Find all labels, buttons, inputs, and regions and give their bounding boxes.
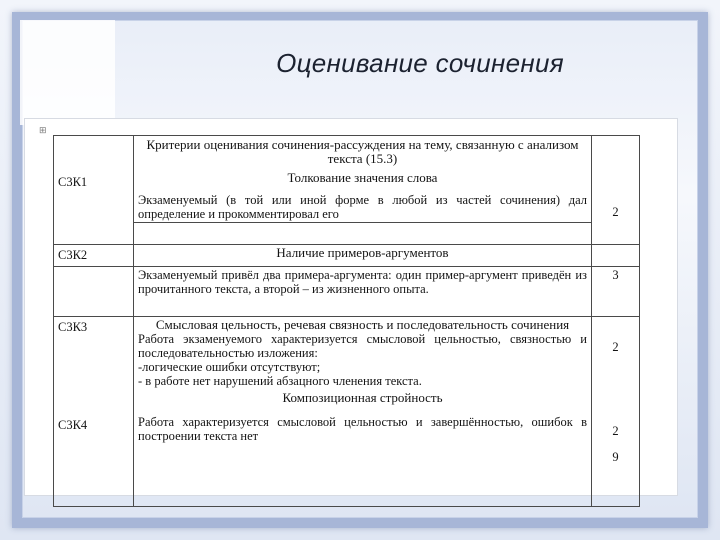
criterion-code: С3К1 — [58, 175, 88, 189]
criterion-heading: Толкование значения слова — [287, 170, 438, 185]
table-row — [54, 267, 640, 317]
criterion-code: С3К3 — [58, 320, 88, 334]
criterion-code-cell — [54, 317, 134, 507]
table-row — [54, 317, 640, 507]
criterion-description — [138, 332, 587, 388]
criterion-score: 3 — [592, 267, 640, 317]
criterion-score: 2 — [612, 424, 619, 438]
criterion-description: Экзаменуемый привёл два примера-аргумента: один пример-аргумент приведён из прочитанного текста, а второй – из жизненного опыта. — [134, 267, 592, 317]
table-anchor-icon[interactable]: ⊞ — [39, 125, 47, 135]
table-header: Критерии оценивания сочинения-рассуждения на тему, связанную с анализом текста (15.3) — [146, 137, 579, 166]
description-line: -логические ошибки отсутствуют; — [138, 360, 321, 374]
criterion-description: Работа характеризуется смысловой цельностью и завершённостью, ошибок в построении текста нет — [138, 415, 587, 443]
criterion-code-cell-empty — [54, 267, 134, 317]
score-cell-empty — [592, 245, 640, 267]
criterion-details-cell — [134, 317, 592, 507]
criterion-code: С3К4 — [58, 418, 88, 432]
slide-title: Оценивание сочинения — [276, 48, 564, 78]
criterion-heading: Композиционная стройность — [282, 390, 443, 405]
criterion-code-cell — [54, 245, 134, 267]
score-cell — [592, 136, 640, 245]
table-header-cell — [134, 136, 592, 223]
table-row — [54, 245, 640, 267]
description-line: Работа экзаменуемого характеризуется смысловой цельностью, связностью и последовательностью изложения: — [138, 332, 587, 360]
criterion-heading: Смысловая цельность, речевая связность и последовательность сочинения — [155, 317, 570, 332]
table-row — [54, 136, 640, 223]
criterion-code: С3К2 — [58, 248, 88, 262]
criterion-code-cell — [54, 136, 134, 245]
score-cell — [592, 317, 640, 507]
description-line: - в работе нет нарушений абзацного членения текста. — [138, 374, 422, 388]
criteria-table — [53, 135, 640, 507]
table-row — [54, 223, 640, 245]
criterion-description: Экзаменуемый (в той или иной форме в любой из частей сочинения) дал определение и прокомментировал его — [138, 193, 587, 221]
criterion-heading: Наличие примеров-аргументов — [134, 245, 592, 267]
spacer-cell — [134, 223, 592, 245]
criterion-score: 2 — [612, 205, 619, 219]
criterion-score: 2 — [612, 340, 619, 354]
total-score: 9 — [612, 450, 619, 464]
document-page — [24, 118, 678, 496]
